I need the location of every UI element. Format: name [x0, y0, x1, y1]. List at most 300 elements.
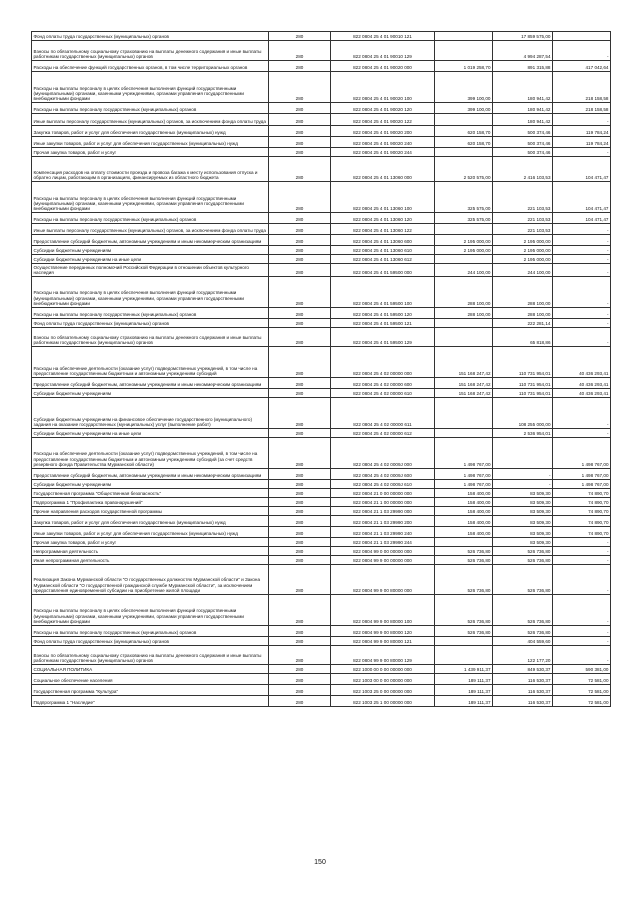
- row-approved-amount: 325 575,00: [435, 182, 493, 213]
- row-approved-amount: [435, 397, 493, 428]
- row-name: Субсидии бюджетным учреждениям на финансовое обеспечение государственного (муниципального) задания на оказание государственных (муниципальных) услуг (выполнение работ): [32, 397, 269, 428]
- row-line-code: 280: [269, 264, 331, 277]
- row-unexecuted-amount: 40 436 293,41: [553, 388, 611, 397]
- row-executed-amount: 288 100,00: [493, 307, 553, 318]
- row-name: Расходы на выплаты персоналу в целях обеспечения выполнения функций государственными (муниципальными) органами, казенными учреждениями, органами управления государственными внебюджетными фондами: [32, 594, 269, 625]
- row-approved-amount: 526 736,80: [435, 594, 493, 625]
- row-unexecuted-amount: -: [553, 428, 611, 437]
- row-name: Иные закупки товаров, работ и услуг для обеспечения государственных (муниципальных) нужд: [32, 526, 269, 537]
- table-row: [32, 636, 611, 645]
- row-name: Фонд оплаты труда государственных (муниципальных) органов: [32, 636, 269, 645]
- row-unexecuted-amount: 40 436 293,41: [553, 346, 611, 377]
- row-approved-amount: 325 575,00: [435, 213, 493, 224]
- row-unexecuted-amount: 74 890,70: [553, 526, 611, 537]
- row-executed-amount: 110 731 954,01: [493, 377, 553, 388]
- table-row: [32, 157, 611, 182]
- row-approved-amount: 1 019 258,70: [435, 61, 493, 72]
- row-unexecuted-amount: -: [553, 594, 611, 625]
- row-approved-amount: 2 195 000,00: [435, 246, 493, 255]
- row-unexecuted-amount: 1 498 767,00: [553, 479, 611, 488]
- row-line-code: 280: [269, 684, 331, 695]
- table-row: [32, 526, 611, 537]
- row-budget-code: 822 0804 99 0 00 00000 000: [331, 546, 435, 555]
- table-row: [32, 114, 611, 126]
- row-line-code: 280: [269, 546, 331, 555]
- row-unexecuted-amount: 218 158,58: [553, 103, 611, 114]
- row-approved-amount: 151 168 247,42: [435, 388, 493, 397]
- table-row: [32, 327, 611, 346]
- table-row: [32, 255, 611, 264]
- table-row: [32, 546, 611, 555]
- row-unexecuted-amount: 119 784,24: [553, 137, 611, 148]
- table-row: [32, 684, 611, 695]
- row-executed-amount: 244 100,00: [493, 264, 553, 277]
- row-executed-amount: 526 736,80: [493, 625, 553, 636]
- row-executed-amount: 116 530,37: [493, 695, 553, 706]
- row-executed-amount: 122 177,20: [493, 645, 553, 664]
- row-budget-code: 822 0804 21 1 03 29990 200: [331, 515, 435, 526]
- row-approved-amount: [435, 32, 493, 41]
- row-unexecuted-amount: 590 381,00: [553, 664, 611, 673]
- row-executed-amount: 526 736,80: [493, 564, 553, 594]
- row-unexecuted-amount: -: [553, 264, 611, 277]
- row-name: Предоставление субсидий бюджетным, автономным учреждениям и иным некоммерческим организациям: [32, 235, 269, 246]
- row-unexecuted-amount: -: [553, 397, 611, 428]
- row-line-code: 280: [269, 182, 331, 213]
- row-executed-amount: 110 731 954,01: [493, 388, 553, 397]
- row-line-code: 280: [269, 564, 331, 594]
- row-unexecuted-amount: 417 042,64: [553, 61, 611, 72]
- table-row: [32, 148, 611, 157]
- row-line-code: 280: [269, 255, 331, 264]
- row-name: Субсидии бюджетным учреждениям: [32, 246, 269, 255]
- row-budget-code: 822 1003 25 0 00 00000 000: [331, 684, 435, 695]
- row-name: Фонд оплаты труда государственных (муниципальных) органов: [32, 318, 269, 327]
- row-line-code: 280: [269, 673, 331, 684]
- table-row: [32, 182, 611, 213]
- row-unexecuted-amount: 1 498 767,00: [553, 437, 611, 468]
- row-executed-amount: 2 195 000,00: [493, 246, 553, 255]
- row-unexecuted-amount: -: [553, 114, 611, 126]
- row-approved-amount: 189 111,37: [435, 695, 493, 706]
- row-unexecuted-amount: 74 890,70: [553, 515, 611, 526]
- row-unexecuted-amount: -: [553, 537, 611, 546]
- row-unexecuted-amount: -: [553, 327, 611, 346]
- table-row: [32, 488, 611, 497]
- row-approved-amount: 189 111,37: [435, 684, 493, 695]
- row-line-code: 280: [269, 468, 331, 479]
- row-unexecuted-amount: -: [553, 555, 611, 564]
- row-budget-code: 822 0804 25 4 01 90010 121: [331, 32, 435, 41]
- row-unexecuted-amount: -: [553, 625, 611, 636]
- row-unexecuted-amount: 218 158,58: [553, 72, 611, 103]
- row-line-code: 280: [269, 137, 331, 148]
- row-executed-amount: 2 536 954,01: [493, 428, 553, 437]
- row-executed-amount: 110 731 954,01: [493, 346, 553, 377]
- row-approved-amount: 158 400,00: [435, 526, 493, 537]
- row-budget-code: 822 0804 25 4 01 13060 120: [331, 213, 435, 224]
- row-line-code: 280: [269, 377, 331, 388]
- row-approved-amount: 526 736,80: [435, 546, 493, 555]
- row-approved-amount: 288 100,00: [435, 307, 493, 318]
- row-budget-code: 822 0804 25 4 02 0009J 000: [331, 437, 435, 468]
- row-line-code: 280: [269, 388, 331, 397]
- row-unexecuted-amount: -: [553, 235, 611, 246]
- row-name: Расходы на выплаты персоналу в целях обеспечения выполнения функций государственными (муниципальными) органами, казенными учреждениями, органами управления государственными внебюджетными фондами: [32, 182, 269, 213]
- row-line-code: 280: [269, 157, 331, 182]
- row-line-code: 280: [269, 346, 331, 377]
- row-line-code: 280: [269, 594, 331, 625]
- row-budget-code: 822 0804 25 4 01 13060 100: [331, 182, 435, 213]
- row-budget-code: 822 0804 25 4 01 59500 121: [331, 318, 435, 327]
- row-line-code: 280: [269, 497, 331, 506]
- row-approved-amount: 1 498 767,00: [435, 479, 493, 488]
- row-budget-code: 822 0804 25 4 01 59500 120: [331, 307, 435, 318]
- row-executed-amount: 2 195 000,00: [493, 235, 553, 246]
- row-name: Государственная программа "Общественная безопасность": [32, 488, 269, 497]
- row-executed-amount: -: [493, 479, 553, 488]
- row-approved-amount: 399 100,00: [435, 72, 493, 103]
- row-line-code: 280: [269, 148, 331, 157]
- row-budget-code: 822 0804 99 9 00 80000 000: [331, 564, 435, 594]
- row-approved-amount: 288 100,00: [435, 276, 493, 307]
- row-budget-code: 822 0804 21 0 00 00000 000: [331, 488, 435, 497]
- row-executed-amount: 221 103,53: [493, 224, 553, 235]
- row-line-code: 280: [269, 479, 331, 488]
- row-line-code: 280: [269, 506, 331, 515]
- row-name: Субсидии бюджетным учреждениям на иные цели: [32, 428, 269, 437]
- row-unexecuted-amount: 40 436 293,41: [553, 377, 611, 388]
- table-row: [32, 346, 611, 377]
- row-budget-code: 822 0804 25 4 01 90020 240: [331, 137, 435, 148]
- row-line-code: 280: [269, 235, 331, 246]
- row-line-code: 280: [269, 428, 331, 437]
- row-executed-amount: 221 103,53: [493, 182, 553, 213]
- row-executed-amount: 288 100,00: [493, 276, 553, 307]
- row-line-code: 280: [269, 213, 331, 224]
- row-approved-amount: 620 158,70: [435, 126, 493, 137]
- row-budget-code: 822 0804 21 1 03 29990 240: [331, 526, 435, 537]
- row-line-code: 280: [269, 625, 331, 636]
- table-row: [32, 61, 611, 72]
- row-line-code: 280: [269, 307, 331, 318]
- row-unexecuted-amount: -: [553, 276, 611, 307]
- table-row: [32, 625, 611, 636]
- row-budget-code: 822 0804 25 4 01 13060 610: [331, 246, 435, 255]
- row-name: Иные закупки товаров, работ и услуг для обеспечения государственных (муниципальных) нужд: [32, 137, 269, 148]
- row-approved-amount: [435, 148, 493, 157]
- row-budget-code: 822 0804 25 4 01 90020 000: [331, 61, 435, 72]
- row-approved-amount: 2 520 575,00: [435, 157, 493, 182]
- row-name: Иные выплаты персоналу государственных (муниципальных) органов, за исключением фонда оплаты труда: [32, 114, 269, 126]
- row-budget-code: 822 0804 25 4 02 00000 600: [331, 377, 435, 388]
- row-name: Государственная программа "Культура": [32, 684, 269, 695]
- row-executed-amount: 65 818,86: [493, 327, 553, 346]
- row-budget-code: 822 0804 25 4 01 90020 200: [331, 126, 435, 137]
- row-name: Реализация Закона Мурманской области "О государственных должностях Мурманской области" и Закона Мурманской области "О государственной гражданской службе Мурманской области", за исключением предоставления единовременной субсидии на приобретение жилой площади: [32, 564, 269, 594]
- row-budget-code: 822 0804 25 4 01 59500 129: [331, 327, 435, 346]
- row-budget-code: 822 0804 25 4 01 90020 122: [331, 114, 435, 126]
- row-executed-amount: 180 941,42: [493, 72, 553, 103]
- row-approved-amount: 1 439 911,37: [435, 664, 493, 673]
- row-approved-amount: 158 400,00: [435, 497, 493, 506]
- table-row: [32, 276, 611, 307]
- row-unexecuted-amount: 119 784,24: [553, 126, 611, 137]
- table-row: [32, 246, 611, 255]
- row-name: Иная непрограммная деятельность: [32, 555, 269, 564]
- row-unexecuted-amount: -: [553, 41, 611, 61]
- row-line-code: 280: [269, 526, 331, 537]
- row-executed-amount: 526 736,80: [493, 555, 553, 564]
- row-name: Расходы на обеспечение деятельности (оказание услуг) подведомственных учреждений, в том числе на предоставление государственным бюджетным и автономным учреждениям субсидий (за счет средств резервного фонда Правительства Мурманской области): [32, 437, 269, 468]
- row-name: Прочая закупка товаров, работ и услуг: [32, 148, 269, 157]
- row-line-code: 280: [269, 555, 331, 564]
- row-approved-amount: [435, 327, 493, 346]
- row-name: Осуществление переданных полномочий Российской Федерации в отношении объектов культурного наследия: [32, 264, 269, 277]
- row-executed-amount: 83 509,30: [493, 488, 553, 497]
- table-row: [32, 397, 611, 428]
- row-budget-code: 822 0804 21 1 00 00000 000: [331, 497, 435, 506]
- row-line-code: 280: [269, 72, 331, 103]
- row-unexecuted-amount: -: [553, 645, 611, 664]
- row-line-code: 280: [269, 246, 331, 255]
- row-budget-code: 822 0804 25 4 02 00000 612: [331, 428, 435, 437]
- row-approved-amount: 399 100,00: [435, 103, 493, 114]
- row-executed-amount: 17 859 575,00: [493, 32, 553, 41]
- table-row: [32, 673, 611, 684]
- row-line-code: 280: [269, 695, 331, 706]
- row-name: Закупка товаров, работ и услуг для обеспечения государственных (муниципальных) нужд: [32, 515, 269, 526]
- row-name: Расходы на выплаты персоналу в целях обеспечения выполнения функций государственными (муниципальными) органами, казенными учреждениями, органами управления государственными внебюджетными фондами: [32, 72, 269, 103]
- row-executed-amount: 526 736,80: [493, 594, 553, 625]
- table-row: [32, 318, 611, 327]
- row-budget-code: 822 1003 25 1 00 00000 000: [331, 695, 435, 706]
- row-budget-code: 822 0804 25 4 01 13060 122: [331, 224, 435, 235]
- row-executed-amount: 180 941,42: [493, 103, 553, 114]
- table-row: [32, 224, 611, 235]
- row-executed-amount: 891 315,88: [493, 61, 553, 72]
- row-unexecuted-amount: 104 471,47: [553, 182, 611, 213]
- row-executed-amount: 83 509,30: [493, 515, 553, 526]
- row-approved-amount: 151 168 247,42: [435, 346, 493, 377]
- row-budget-code: 822 0804 99 9 00 00000 000: [331, 555, 435, 564]
- row-line-code: 280: [269, 397, 331, 428]
- row-name: Подпрограмма 1 "Наследие": [32, 695, 269, 706]
- row-approved-amount: [435, 224, 493, 235]
- budget-execution-table: [31, 31, 611, 707]
- row-executed-amount: 116 530,37: [493, 684, 553, 695]
- row-line-code: 280: [269, 276, 331, 307]
- row-name: Субсидии бюджетным учреждениям: [32, 479, 269, 488]
- row-unexecuted-amount: 1 498 767,00: [553, 468, 611, 479]
- row-name: Расходы на выплаты персоналу в целях обеспечения выполнения функций государственными (муниципальными) органами, казенными учреждениями, органами управления государственными внебюджетными фондами: [32, 276, 269, 307]
- row-line-code: 280: [269, 103, 331, 114]
- table-row: [32, 264, 611, 277]
- row-name: Компенсация расходов на оплату стоимости проезда и провоза багажа к месту использования отпуска и обратно лицам, работающим в организациях, финансируемых из областного бюджета: [32, 157, 269, 182]
- row-executed-amount: 849 530,37: [493, 664, 553, 673]
- row-unexecuted-amount: 74 890,70: [553, 506, 611, 515]
- row-line-code: 280: [269, 636, 331, 645]
- row-approved-amount: 158 400,00: [435, 515, 493, 526]
- table-row: [32, 377, 611, 388]
- row-name: Расходы на выплаты персоналу государственных (муниципальных) органов: [32, 213, 269, 224]
- row-name: Расходы на обеспечение деятельности (оказание услуг) подведомственных учреждений, в том числе на предоставление государственным бюджетным и автономным учреждениям субсидий: [32, 346, 269, 377]
- row-name: Прочие направления расходов государственной программы: [32, 506, 269, 515]
- row-unexecuted-amount: -: [553, 636, 611, 645]
- table-row: [32, 537, 611, 546]
- row-budget-code: 822 0804 25 4 01 13060 612: [331, 255, 435, 264]
- table-row: [32, 307, 611, 318]
- row-budget-code: 822 1000 00 0 00 00000 000: [331, 664, 435, 673]
- table-row: [32, 32, 611, 41]
- row-unexecuted-amount: [553, 32, 611, 41]
- row-line-code: 280: [269, 318, 331, 327]
- row-executed-amount: 500 374,46: [493, 126, 553, 137]
- row-unexecuted-amount: -: [553, 255, 611, 264]
- row-approved-amount: 158 400,00: [435, 488, 493, 497]
- row-unexecuted-amount: 74 890,70: [553, 488, 611, 497]
- row-budget-code: 822 0804 99 9 00 80000 121: [331, 636, 435, 645]
- row-budget-code: 822 0804 25 4 01 13060 000: [331, 157, 435, 182]
- row-budget-code: 822 0804 21 1 03 29990 000: [331, 506, 435, 515]
- row-approved-amount: [435, 636, 493, 645]
- row-line-code: 280: [269, 224, 331, 235]
- row-approved-amount: 189 111,37: [435, 673, 493, 684]
- row-unexecuted-amount: -: [553, 546, 611, 555]
- row-name: Расходы на обеспечение функций государственных органов, в том числе территориальных органов: [32, 61, 269, 72]
- row-name: Взносы по обязательному социальному страхованию на выплаты денежного содержания и иные выплаты работникам государственных (муниципальных) органов: [32, 41, 269, 61]
- row-approved-amount: 151 168 247,42: [435, 377, 493, 388]
- row-approved-amount: [435, 537, 493, 546]
- row-name: Субсидии бюджетным учреждениям на иные цели: [32, 255, 269, 264]
- row-unexecuted-amount: 74 890,70: [553, 497, 611, 506]
- row-unexecuted-amount: 104 471,47: [553, 213, 611, 224]
- row-budget-code: 822 0804 99 9 00 80000 120: [331, 625, 435, 636]
- row-approved-amount: [435, 645, 493, 664]
- row-budget-code: 822 0804 21 1 03 29990 244: [331, 537, 435, 546]
- row-line-code: 280: [269, 537, 331, 546]
- row-executed-amount: 83 509,30: [493, 506, 553, 515]
- row-budget-code: 822 0804 25 4 02 0009J 600: [331, 468, 435, 479]
- row-executed-amount: 526 736,80: [493, 546, 553, 555]
- row-executed-amount: 4 994 287,54: [493, 41, 553, 61]
- table-row: [32, 388, 611, 397]
- table-row: [32, 515, 611, 526]
- table-row: [32, 235, 611, 246]
- table-row: [32, 437, 611, 468]
- row-executed-amount: 108 255 000,00: [493, 397, 553, 428]
- table-row: [32, 137, 611, 148]
- row-line-code: 280: [269, 327, 331, 346]
- row-approved-amount: [435, 114, 493, 126]
- row-unexecuted-amount: 72 581,00: [553, 695, 611, 706]
- row-line-code: 280: [269, 126, 331, 137]
- row-name: Субсидии бюджетным учреждениям: [32, 388, 269, 397]
- row-executed-amount: 500 374,46: [493, 137, 553, 148]
- row-line-code: 280: [269, 114, 331, 126]
- row-budget-code: 822 0804 99 9 00 80000 129: [331, 645, 435, 664]
- table-row: [32, 72, 611, 103]
- row-budget-code: 822 0804 25 4 02 00000 610: [331, 388, 435, 397]
- table-body: [32, 32, 611, 707]
- row-approved-amount: 244 100,00: [435, 264, 493, 277]
- row-executed-amount: 2 416 103,53: [493, 157, 553, 182]
- row-unexecuted-amount: 104 471,47: [553, 157, 611, 182]
- row-executed-amount: 180 941,42: [493, 114, 553, 126]
- row-approved-amount: 1 498 767,00: [435, 437, 493, 468]
- table-row: [32, 428, 611, 437]
- row-name: Непрограммная деятельность: [32, 546, 269, 555]
- table-row: [32, 126, 611, 137]
- table-row: [32, 468, 611, 479]
- row-unexecuted-amount: -: [553, 246, 611, 255]
- row-approved-amount: [435, 41, 493, 61]
- row-budget-code: 822 0804 25 4 01 90020 100: [331, 72, 435, 103]
- row-budget-code: 822 0804 25 4 01 90020 244: [331, 148, 435, 157]
- row-executed-amount: -: [493, 468, 553, 479]
- table-row: [32, 594, 611, 625]
- page-number: 150: [314, 859, 326, 866]
- row-name: Подпрограмма 1 "Профилактика правонарушений": [32, 497, 269, 506]
- row-approved-amount: [435, 428, 493, 437]
- row-name: Прочая закупка товаров, работ и услуг: [32, 537, 269, 546]
- row-line-code: 280: [269, 61, 331, 72]
- row-name: Предоставление субсидий бюджетным, автономным учреждениям и иным некоммерческим организациям: [32, 377, 269, 388]
- row-executed-amount: 404 559,60: [493, 636, 553, 645]
- row-name: Взносы по обязательному социальному страхованию на выплаты денежного содержания и иные выплаты работникам государственных (муниципальных) органов: [32, 327, 269, 346]
- table-row: [32, 103, 611, 114]
- table-row: [32, 213, 611, 224]
- table-row: [32, 564, 611, 594]
- row-approved-amount: 2 195 000,00: [435, 235, 493, 246]
- row-name: Взносы по обязательному социальному страхованию на выплаты денежного содержания и иные выплаты работникам государственных (муниципальных) органов: [32, 645, 269, 664]
- row-name: Иные выплаты персоналу государственных (муниципальных) органов, за исключением фонда оплаты труда: [32, 224, 269, 235]
- row-executed-amount: 500 374,46: [493, 148, 553, 157]
- row-budget-code: 822 0804 25 4 01 59500 000: [331, 264, 435, 277]
- row-approved-amount: [435, 255, 493, 264]
- row-approved-amount: 1 498 767,00: [435, 468, 493, 479]
- row-executed-amount: [493, 437, 553, 468]
- table-row: [32, 664, 611, 673]
- row-approved-amount: 526 736,80: [435, 625, 493, 636]
- row-executed-amount: 2 195 000,00: [493, 255, 553, 264]
- row-approved-amount: 158 400,00: [435, 506, 493, 515]
- row-budget-code: 822 0804 25 4 01 59500 100: [331, 276, 435, 307]
- table-row: [32, 555, 611, 564]
- row-budget-code: 822 0804 25 4 01 90010 129: [331, 41, 435, 61]
- row-name: Расходы на выплаты персоналу государственных (муниципальных) органов: [32, 625, 269, 636]
- row-name: Социальное обеспечение населения: [32, 673, 269, 684]
- table-row: [32, 479, 611, 488]
- row-name: Расходы на выплаты персоналу государственных (муниципальных) органов: [32, 103, 269, 114]
- row-approved-amount: 526 736,80: [435, 564, 493, 594]
- row-executed-amount: 222 281,14: [493, 318, 553, 327]
- row-executed-amount: 221 103,53: [493, 213, 553, 224]
- row-line-code: 280: [269, 32, 331, 41]
- row-budget-code: 822 0804 99 9 00 80000 100: [331, 594, 435, 625]
- row-budget-code: 822 0804 25 4 02 00000 000: [331, 346, 435, 377]
- row-unexecuted-amount: -: [553, 224, 611, 235]
- table-row: [32, 695, 611, 706]
- row-executed-amount: 83 509,30: [493, 497, 553, 506]
- table-row: [32, 497, 611, 506]
- row-unexecuted-amount: -: [553, 148, 611, 157]
- table-row: [32, 645, 611, 664]
- row-unexecuted-amount: 72 581,00: [553, 684, 611, 695]
- row-budget-code: 822 0804 25 4 01 13060 600: [331, 235, 435, 246]
- row-line-code: 280: [269, 488, 331, 497]
- row-budget-code: 822 0804 25 4 02 0009J 610: [331, 479, 435, 488]
